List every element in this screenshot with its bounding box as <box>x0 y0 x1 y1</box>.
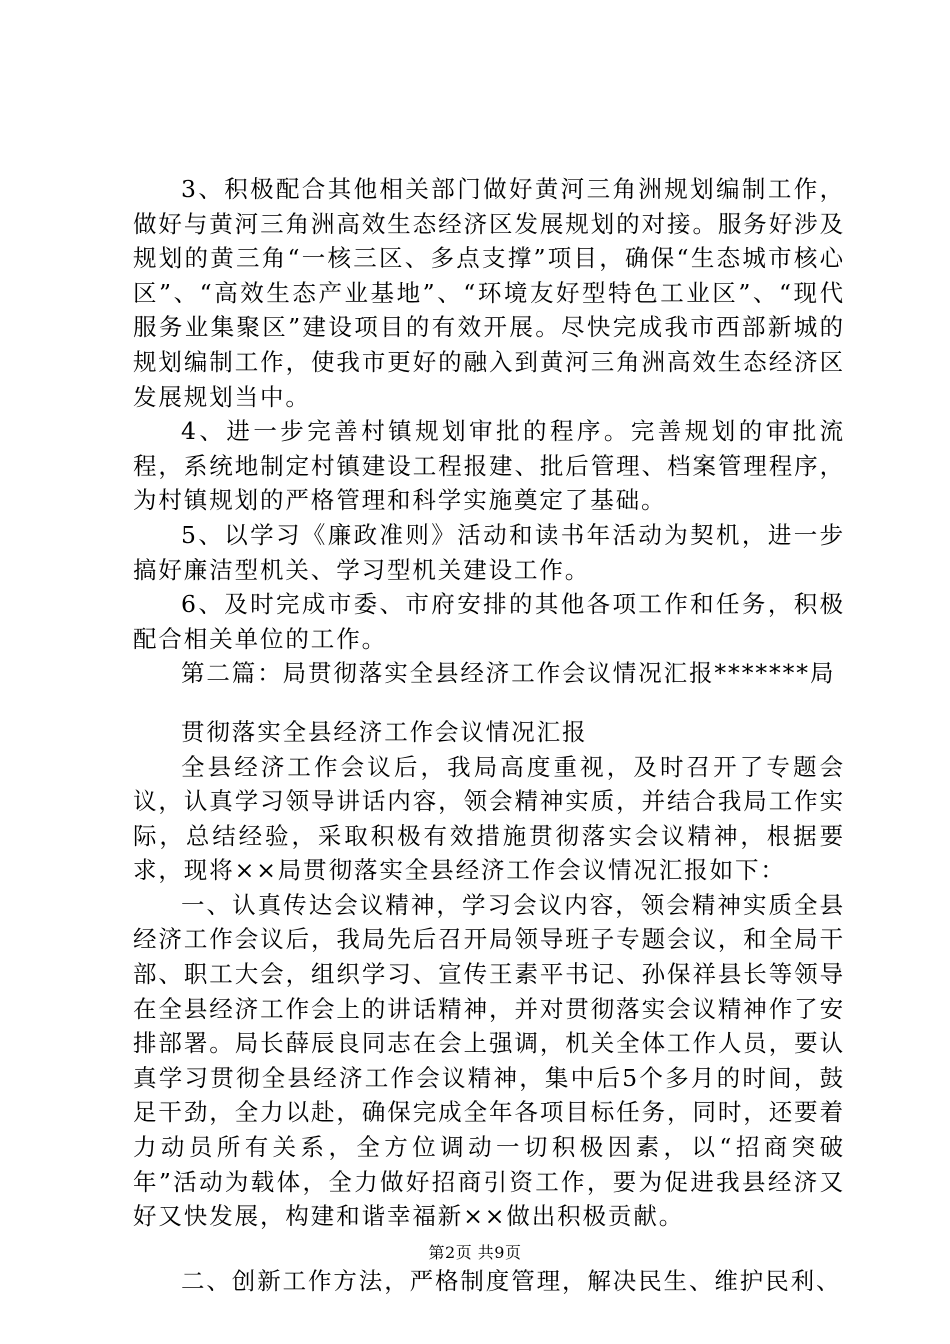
report-title: 贯彻落实全县经济工作会议情况汇报 <box>181 717 588 746</box>
report-section-two-start: 二、创新工作方法，严格制度管理，解决民生、维护民利、 <box>181 1266 842 1295</box>
page-indicator: 第2页 共9页 <box>428 1243 522 1262</box>
document-body <box>133 172 845 1298</box>
section-heading: 第二篇：局贯彻落实全县经济工作会议情况汇报*******局 <box>181 659 836 688</box>
report-intro-paragraph: 全县经济工作会议后，我局高度重视，及时召开了专题会议，认真学习领导讲话内容，领会精神实质，并结合我局工作实际，总结经验，采取积极有效措施贯彻落实会议精神，根据要求，现将××局贯彻落实全县经济工作会议情况汇报如下： <box>133 752 845 885</box>
paragraph-item-3: 3、积极配合其他相关部门做好黄河三角洲规划编制工作，做好与黄河三角洲高效生态经济区发展规划的对接。服务好涉及规划的黄三角“一核三区、多点支撑”项目，确保“生态城市核心区”、“高效生态产业基地”、“环境友好型特色工业区”、“现代服务业集聚区”建设项目的有效开展。尽快完成我市西部新城的规划编制工作，使我市更好的融入到黄河三角洲高效生态经济区发展规划当中。 <box>133 175 845 411</box>
paragraph-item-5: 5、以学习《廉政准则》活动和读书年活动为契机，进一步搞好廉洁型机关、学习型机关建设工作。 <box>133 520 845 584</box>
report-section-one-paragraph: 一、认真传达会议精神，学习会议内容，领会精神实质全县经济工作会议后，我局先后召开局领导班子专题会议，和全局干部、职工大会，组织学习、宣传王素平书记、孙保祥县长等领导在全县经济工作会上的讲话精神，并对贯彻落实会议精神作了安排部署。局长薛辰良同志在会上强调，机关全体工作人员，要认真学习贯彻全县经济工作会议精神，集中后5个多月的时间，鼓足干劲，全力以赴，确保完成全年各项目标任务，同时，还要着力动员所有关系，全方位调动一切积极因素，以“招商突破年”活动为载体，全力做好招商引资工作，要为促进我县经济又好又快发展，构建和谐幸福新××做出积极贡献。 <box>133 890 845 1231</box>
page-footer <box>0 1243 950 1263</box>
paragraph-item-4: 4、进一步完善村镇规划审批的程序。完善规划的审批流程，系统地制定村镇建设工程报建、批后管理、档案管理程序，为村镇规划的严格管理和科学实施奠定了基础。 <box>133 417 845 515</box>
paragraph-item-6: 6、及时完成市委、市府安排的其他各项工作和任务，积极配合相关单位的工作。 <box>133 590 845 653</box>
